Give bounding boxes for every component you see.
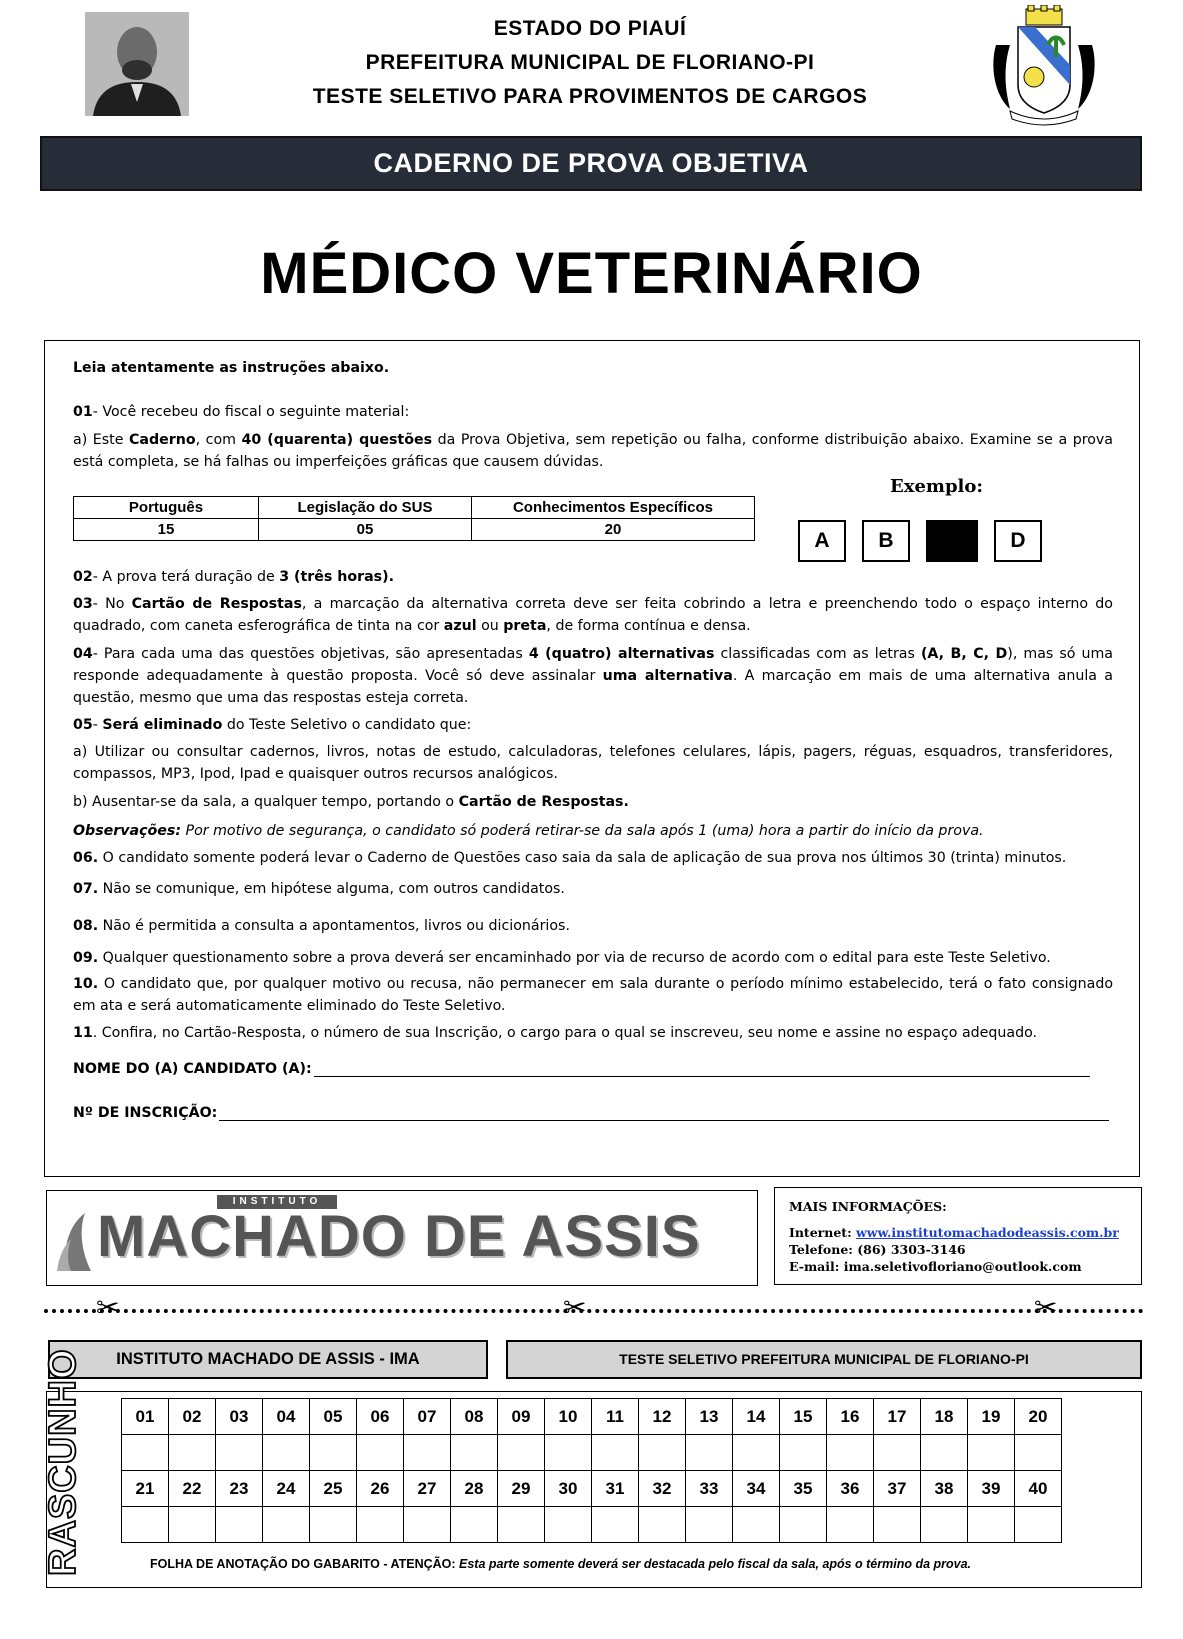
tag-test: TESTE SELETIVO PREFEITURA MUNICIPAL DE FLORIANO-PI	[506, 1340, 1142, 1379]
instruction-05b: b) Ausentar-se da sala, a qualquer tempo, portando o Cartão de Respostas.	[73, 794, 629, 810]
answer-cell[interactable]	[122, 1507, 169, 1543]
question-number: 03	[216, 1399, 263, 1435]
answer-cell[interactable]	[404, 1507, 451, 1543]
question-number: 14	[733, 1399, 780, 1435]
answer-cell[interactable]	[733, 1507, 780, 1543]
question-number: 17	[874, 1399, 921, 1435]
answer-cell[interactable]	[780, 1507, 827, 1543]
question-number: 06	[357, 1399, 404, 1435]
question-number: 30	[545, 1471, 592, 1507]
answer-cell[interactable]	[1015, 1435, 1062, 1471]
answer-cell[interactable]	[357, 1507, 404, 1543]
question-number: 26	[357, 1471, 404, 1507]
answer-cell[interactable]	[545, 1507, 592, 1543]
question-number: 36	[827, 1471, 874, 1507]
header-exam: TESTE SELETIVO PARA PROVIMENTOS DE CARGOS	[312, 85, 868, 108]
candidate-name-field[interactable]	[73, 1061, 1090, 1077]
question-number: 39	[968, 1471, 1015, 1507]
logo-big-text: MACHADO DE ASSIS	[97, 1204, 701, 1269]
example-option-b: B	[862, 520, 910, 562]
answer-sheet-note: FOLHA DE ANOTAÇÃO DO GABARITO - ATENÇÃO: Esta parte somente deverá ser destacada pelo fiscal da sala, após o término da prova.	[150, 1557, 972, 1571]
question-number: 12	[639, 1399, 686, 1435]
scissors-icon: ✂	[1034, 1292, 1058, 1323]
contact-title: MAIS INFORMAÇÕES:	[789, 1199, 947, 1214]
answer-cell[interactable]	[451, 1435, 498, 1471]
question-number: 40	[1015, 1471, 1062, 1507]
header-state: ESTADO DO PIAUÍ	[493, 17, 687, 40]
answer-cell[interactable]	[545, 1435, 592, 1471]
instruction-10: 10. O candidato que, por qualquer motivo ou recusa, não permanecer em sala durante o período mínimo estabelecido, terá o fato consignado em ata e será automaticamente eliminado do Teste Seletivo.	[73, 976, 1113, 1014]
example-option-c-filled	[926, 520, 978, 562]
question-number: 13	[686, 1399, 733, 1435]
contact-info	[774, 1187, 1142, 1285]
answer-cell[interactable]	[968, 1507, 1015, 1543]
website-link[interactable]: www.institutomachadodeassis.com.br	[856, 1225, 1119, 1240]
registration-line[interactable]	[219, 1106, 1109, 1121]
question-number: 15	[780, 1399, 827, 1435]
contact-email: E-mail: ima.seletivofloriano@outlook.com	[789, 1259, 1082, 1274]
answer-cell[interactable]	[639, 1435, 686, 1471]
instruction-06: 06. O candidato somente poderá levar o Caderno de Questões caso saia da sala de aplicação de sua prova nos últimos 30 (trinta) minutos.	[73, 850, 1067, 866]
answer-blank-row	[122, 1507, 1062, 1543]
question-number: 34	[733, 1471, 780, 1507]
answer-cell[interactable]	[686, 1507, 733, 1543]
answer-cell[interactable]	[216, 1435, 263, 1471]
rascunho-label: RASCUNHO	[42, 1348, 84, 1576]
header	[240, 12, 940, 114]
candidate-name-line[interactable]	[314, 1062, 1090, 1077]
answer-cell[interactable]	[968, 1435, 1015, 1471]
answer-cell[interactable]	[404, 1435, 451, 1471]
question-number: 37	[874, 1471, 921, 1507]
answer-cell[interactable]	[498, 1507, 545, 1543]
tag-institute: INSTITUTO MACHADO DE ASSIS - IMA	[48, 1340, 488, 1379]
answer-cell[interactable]	[921, 1435, 968, 1471]
instruction-01a: a) Este Caderno, com 40 (quarenta) questões da Prova Objetiva, sem repetição ou falha, conforme distribuição abaixo. Examine se a prova está completa, se há falhas ou imperfeições gráficas que causem dúvidas.	[73, 432, 1113, 470]
instruction-09: 09. Qualquer questionamento sobre a prova deverá ser encaminhado por via de recurso de acordo com o edital para este Teste Seletivo.	[73, 950, 1051, 966]
question-number: 27	[404, 1471, 451, 1507]
question-number: 28	[451, 1471, 498, 1507]
question-number: 09	[498, 1399, 545, 1435]
banner: CADERNO DE PROVA OBJETIVA	[40, 136, 1142, 191]
answer-cell[interactable]	[498, 1435, 545, 1471]
answer-number-row	[122, 1471, 1062, 1507]
question-number: 04	[263, 1399, 310, 1435]
question-number: 25	[310, 1471, 357, 1507]
contact-internet: Internet: www.institutomachadodeassis.com.br	[789, 1225, 1119, 1240]
question-number: 19	[968, 1399, 1015, 1435]
answer-cell[interactable]	[216, 1507, 263, 1543]
logo-figure-icon	[55, 1207, 95, 1271]
question-number: 07	[404, 1399, 451, 1435]
page-title: MÉDICO VETERINÁRIO	[260, 241, 923, 306]
answer-cell[interactable]	[122, 1435, 169, 1471]
question-number: 33	[686, 1471, 733, 1507]
answer-cell[interactable]	[451, 1507, 498, 1543]
question-number: 05	[310, 1399, 357, 1435]
example-option-a: A	[798, 520, 846, 562]
answer-grid	[121, 1398, 1062, 1543]
answer-cell[interactable]	[169, 1507, 216, 1543]
question-number: 29	[498, 1471, 545, 1507]
answer-cell[interactable]	[686, 1435, 733, 1471]
question-number: 01	[122, 1399, 169, 1435]
answer-cell[interactable]	[263, 1507, 310, 1543]
city-crest-icon	[990, 5, 1098, 127]
question-number: 10	[545, 1399, 592, 1435]
answer-cell[interactable]	[310, 1507, 357, 1543]
question-number: 16	[827, 1399, 874, 1435]
question-number: 24	[263, 1471, 310, 1507]
instruction-01: 01- Você recebeu do fiscal o seguinte material:	[73, 404, 410, 420]
answer-cell[interactable]	[733, 1435, 780, 1471]
scissors-icon: ✂	[563, 1292, 587, 1323]
candidate-name-label: NOME DO (A) CANDIDATO (A):	[73, 1061, 312, 1077]
logo-small-text: INSTITUTO	[217, 1195, 337, 1209]
question-number: 08	[451, 1399, 498, 1435]
distribution-table	[73, 496, 755, 541]
answer-cell[interactable]	[874, 1435, 921, 1471]
answer-cell[interactable]	[874, 1507, 921, 1543]
question-number: 31	[592, 1471, 639, 1507]
dist-value: 15	[74, 519, 259, 541]
question-number: 18	[921, 1399, 968, 1435]
scissors-icon: ✂	[96, 1292, 120, 1323]
dist-value: 05	[259, 519, 472, 541]
question-number: 32	[639, 1471, 686, 1507]
cut-line	[44, 1309, 1144, 1313]
institute-logo	[46, 1190, 758, 1286]
instruction-07: 07. Não se comunique, em hipótese alguma, com outros candidatos.	[73, 881, 565, 897]
instruction-03: 03- No Cartão de Respostas, a marcação da alternativa correta deve ser feita cobrindo a letra e preenchendo todo o espaço interno do quadrado, com caneta esferográfica de tinta na cor azul ou preta, de forma contínua e densa.	[73, 596, 1113, 634]
example-option-d: D	[994, 520, 1042, 562]
instruction-05a: a) Utilizar ou consultar cadernos, livros, notas de estudo, calculadoras, telefones celulares, lápis, pagers, réguas, esquadros, transferidores, compassos, MP3, Ipod, Ipad e quaisquer outros recursos analógicos.	[73, 744, 1113, 782]
question-number: 21	[122, 1471, 169, 1507]
instruction-02: 02- A prova terá duração de 3 (três horas).	[73, 569, 395, 585]
question-number: 35	[780, 1471, 827, 1507]
instruction-11: 11. Confira, no Cartão-Resposta, o número de sua Inscrição, o cargo para o qual se inscreveu, seu nome e assine no espaço adequado.	[73, 1025, 1038, 1041]
answer-cell[interactable]	[827, 1507, 874, 1543]
observations: Observações: Por motivo de segurança, o candidato só poderá retirar-se da sala após 1 (uma) hora a partir do início da prova.	[73, 823, 984, 839]
answer-cell[interactable]	[592, 1435, 639, 1471]
question-number: 11	[592, 1399, 639, 1435]
answer-cell[interactable]	[310, 1435, 357, 1471]
contact-phone: Telefone: (86) 3303-3146	[789, 1242, 966, 1257]
instruction-05: 05- Será eliminado do Teste Seletivo o candidato que:	[73, 717, 472, 733]
answer-cell[interactable]	[263, 1435, 310, 1471]
answer-cell[interactable]	[827, 1435, 874, 1471]
registration-label: Nº DE INSCRIÇÃO:	[73, 1105, 218, 1121]
question-number: 38	[921, 1471, 968, 1507]
dist-header: Conhecimentos Específicos	[472, 497, 755, 519]
dist-header: Legislação do SUS	[259, 497, 472, 519]
answer-cell[interactable]	[780, 1435, 827, 1471]
answer-cell[interactable]	[921, 1507, 968, 1543]
answer-cell[interactable]	[592, 1507, 639, 1543]
question-number: 22	[169, 1471, 216, 1507]
question-number: 02	[169, 1399, 216, 1435]
answer-number-row	[122, 1399, 1062, 1435]
answer-cell[interactable]	[357, 1435, 404, 1471]
registration-field[interactable]	[73, 1105, 1109, 1121]
instructions-intro: Leia atentamente as instruções abaixo.	[73, 360, 390, 376]
question-number: 23	[216, 1471, 263, 1507]
example-label: Exemplo:	[890, 476, 984, 497]
answer-blank-row	[122, 1435, 1062, 1471]
instruction-08: 08. Não é permitida a consulta a apontamentos, livros ou dicionários.	[73, 918, 570, 934]
dist-value: 20	[472, 519, 755, 541]
instruction-04: 04- Para cada uma das questões objetivas, são apresentadas 4 (quatro) alternativas classificadas com as letras (A, B, C, D), mas só uma responde adequadamente à questão proposta. Você só deve assinalar uma alternativa. A marcação em mais de uma alternativa anula a questão, mesmo que uma das respostas esteja correta.	[73, 646, 1113, 706]
answer-cell[interactable]	[169, 1435, 216, 1471]
header-prefecture: PREFEITURA MUNICIPAL DE FLORIANO-PI	[365, 51, 815, 74]
answer-cell[interactable]	[1015, 1507, 1062, 1543]
dist-header: Português	[74, 497, 259, 519]
author-portrait	[85, 12, 189, 116]
question-number: 20	[1015, 1399, 1062, 1435]
answer-cell[interactable]	[639, 1507, 686, 1543]
